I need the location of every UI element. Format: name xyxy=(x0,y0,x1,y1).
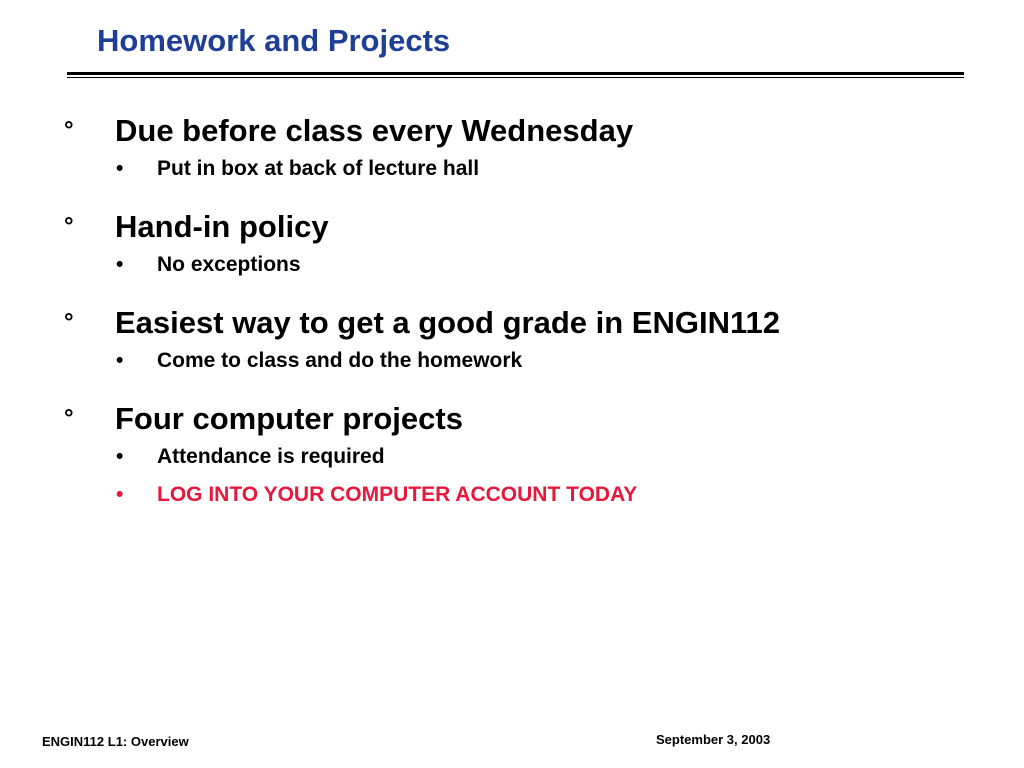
bullet-group xyxy=(0,401,1024,521)
main-bullet-text: Hand-in policy xyxy=(115,209,329,244)
footer-course: ENGIN112 L1: Overview xyxy=(42,734,189,749)
slide-body xyxy=(0,113,1024,535)
sub-bullet xyxy=(0,157,1024,195)
degree-bullet-icon: ° xyxy=(64,309,74,336)
dot-bullet-icon: • xyxy=(116,349,124,372)
dot-bullet-icon: • xyxy=(116,157,124,180)
slide-title: Homework and Projects xyxy=(97,23,451,58)
dot-bullet-icon: • xyxy=(116,445,124,468)
bullet-group xyxy=(0,209,1024,291)
degree-bullet-icon: ° xyxy=(64,405,74,432)
bullet-group xyxy=(0,305,1024,387)
sub-bullet-text: Put in box at back of lecture hall xyxy=(157,157,480,180)
sub-bullet-text: No exceptions xyxy=(157,253,301,276)
dot-bullet-icon: • xyxy=(116,483,124,506)
main-bullet xyxy=(0,113,1024,157)
main-bullet xyxy=(0,209,1024,253)
sub-bullet xyxy=(0,253,1024,291)
sub-bullet-alert xyxy=(0,483,1024,521)
sub-bullet-text: Attendance is required xyxy=(157,445,385,468)
main-bullet-text: Four computer projects xyxy=(115,401,463,436)
main-bullet xyxy=(0,305,1024,349)
degree-bullet-icon: ° xyxy=(64,117,74,144)
dot-bullet-icon: • xyxy=(116,253,124,276)
sub-bullet xyxy=(0,445,1024,483)
bullet-group xyxy=(0,113,1024,195)
sub-bullet-text: Come to class and do the homework xyxy=(157,349,523,372)
sub-bullet-alert-text: LOG INTO YOUR COMPUTER ACCOUNT TODAY xyxy=(157,483,638,506)
main-bullet-text: Easiest way to get a good grade in ENGIN112 xyxy=(115,305,780,340)
footer-date: September 3, 2003 xyxy=(656,732,771,747)
degree-bullet-icon: ° xyxy=(64,213,74,240)
sub-bullet xyxy=(0,349,1024,387)
title-divider xyxy=(67,72,964,78)
main-bullet-text: Due before class every Wednesday xyxy=(115,113,634,148)
main-bullet xyxy=(0,401,1024,445)
